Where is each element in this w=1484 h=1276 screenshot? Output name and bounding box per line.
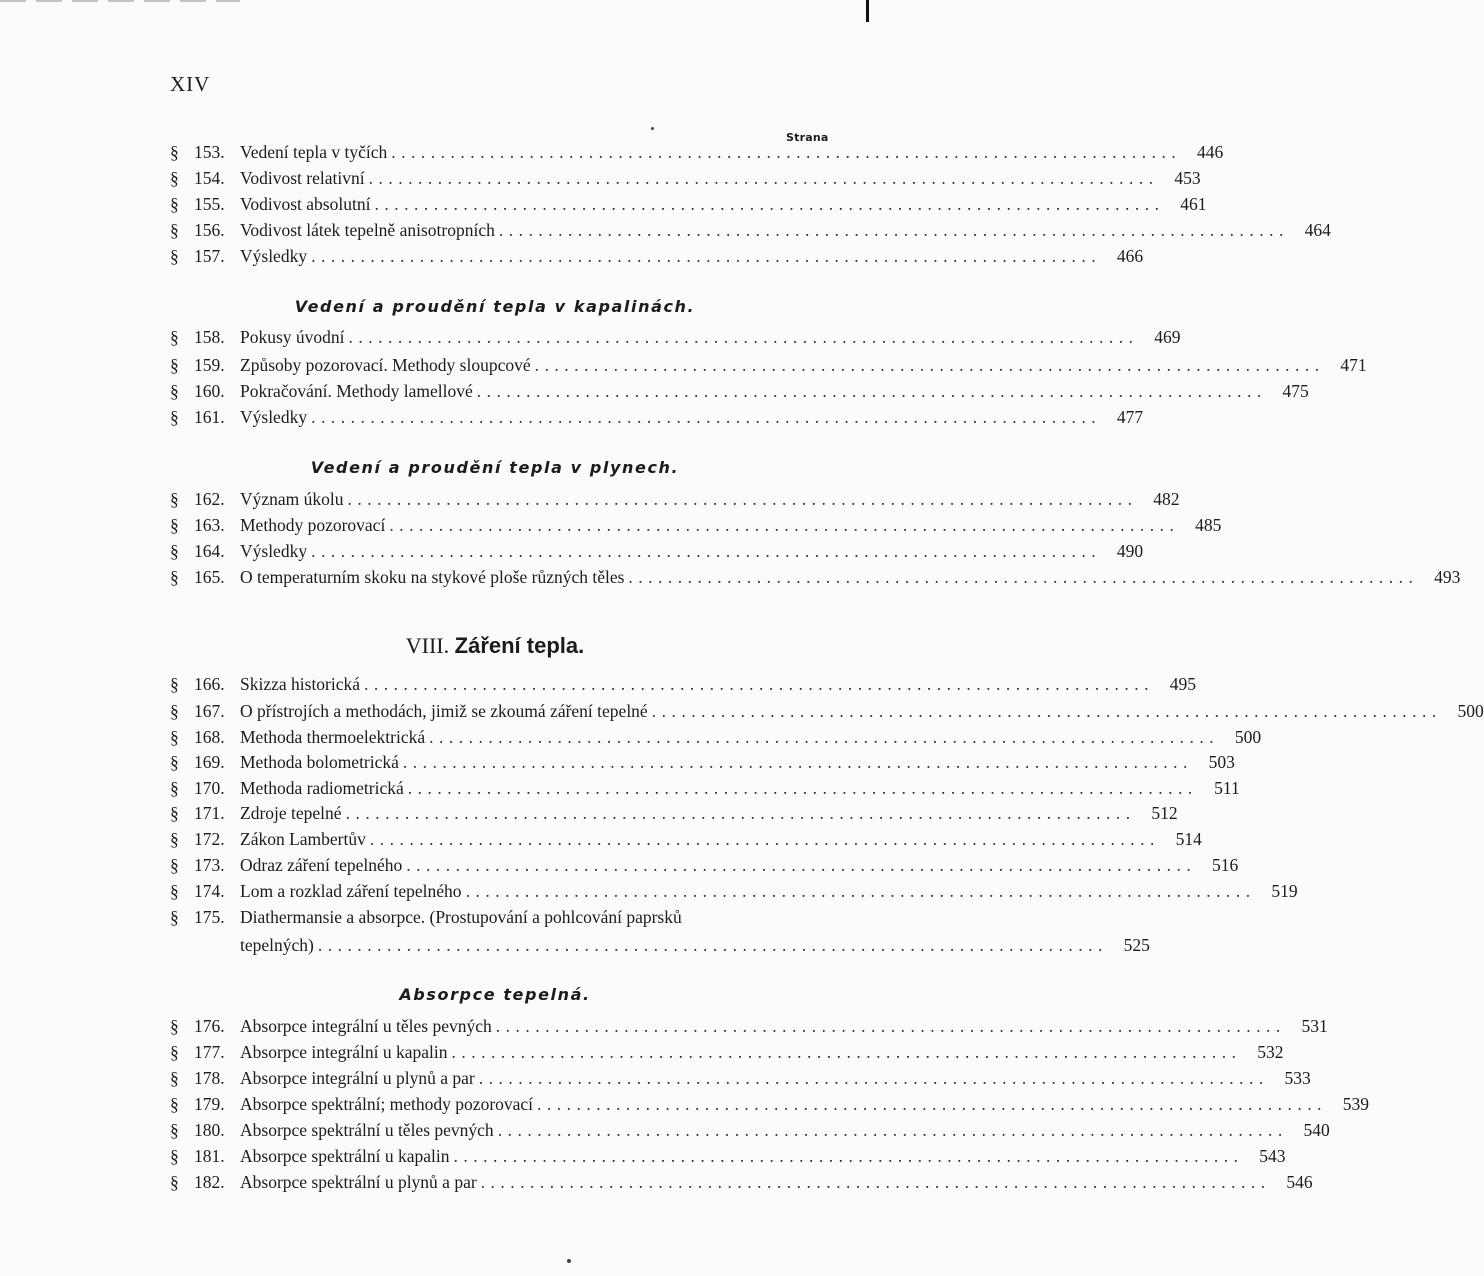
leader-dots: ................................................................................: [495, 1016, 1286, 1036]
section-symbol: §: [170, 907, 179, 927]
page-ref: 477: [1116, 407, 1144, 427]
section-title: Výsledky: [240, 407, 308, 427]
leader-dots: ................................................................................: [537, 1094, 1328, 1114]
page-ref: 532: [1257, 1042, 1284, 1062]
section-number: 171.: [194, 803, 225, 823]
section-title: Vodivost látek tepelně anisotropních: [240, 220, 495, 240]
leader-dots: ................................................................................: [453, 1146, 1244, 1166]
page-ref: 490: [1116, 541, 1144, 561]
scan-edge-line: [0, 0, 240, 2]
page-ref: 469: [1154, 327, 1181, 347]
section-title: Absorpce integrální u kapalin: [240, 1042, 448, 1062]
section-number: 172.: [194, 829, 225, 849]
page-ref: 493: [1434, 567, 1461, 587]
section-title: O temperaturním skoku na stykové ploše různých těles: [240, 567, 625, 587]
page-ref: 453: [1174, 168, 1201, 188]
toc-entry: [170, 674, 1197, 702]
section-symbol: §: [170, 489, 179, 509]
page-ref: 500: [1457, 701, 1484, 721]
section-number: 178.: [194, 1068, 225, 1088]
page-ref: 543: [1259, 1146, 1286, 1166]
section-title: Pokračování. Methody lamellové: [240, 381, 473, 401]
page-ref: 466: [1116, 246, 1144, 266]
section-number: 162.: [194, 489, 225, 509]
leader-dots: ................................................................................: [311, 246, 1102, 266]
page-ref: 511: [1214, 778, 1240, 798]
section-number: 155.: [194, 194, 225, 214]
page-ref: 516: [1212, 855, 1239, 875]
toc-entry-multiline: [170, 907, 1150, 963]
leader-dots: ................................................................................: [451, 1042, 1242, 1062]
section-symbol: §: [170, 168, 179, 188]
page-ref: 539: [1342, 1094, 1370, 1114]
leader-dots: ................................................................................: [407, 778, 1198, 798]
section-number: 165.: [194, 567, 225, 587]
section-number: 175.: [194, 907, 225, 927]
section-title: Methoda radiometrická: [240, 778, 404, 798]
section-title: Vodivost absolutní: [240, 194, 371, 214]
section-number: 174.: [194, 881, 225, 901]
leader-dots: ................................................................................: [628, 567, 1419, 587]
leader-dots: ................................................................................: [498, 220, 1289, 240]
section-number: 159.: [194, 355, 225, 375]
section-title: Absorpce spektrální; methody pozorovací: [240, 1094, 534, 1114]
leader-dots: ................................................................................: [317, 935, 1108, 955]
section-title: Absorpce integrální u těles pevných: [240, 1016, 492, 1036]
page-ref: 533: [1284, 1068, 1311, 1088]
section-symbol: §: [170, 674, 179, 694]
section-number: 182.: [194, 1172, 225, 1192]
toc-entry: [170, 881, 1298, 909]
page-ref: 500: [1234, 727, 1262, 747]
section-symbol: §: [170, 778, 179, 798]
leader-dots: ................................................................................: [406, 855, 1197, 875]
scan-speck: [651, 127, 654, 130]
toc-entry: [170, 1016, 1328, 1044]
section-number: 164.: [194, 541, 225, 561]
toc-entry: [170, 855, 1239, 883]
leader-dots: ................................................................................: [345, 803, 1136, 823]
leader-dots: ................................................................................: [347, 489, 1138, 509]
section-title: Pokusy úvodní: [240, 327, 345, 347]
section-title: Skizza historická: [240, 674, 361, 694]
section-symbol: §: [170, 1172, 179, 1192]
page-column-label: Strana: [786, 131, 829, 144]
section-title: Absorpce integrální u plynů a par: [240, 1068, 475, 1088]
section-symbol: §: [170, 1094, 179, 1114]
scan-speck: [567, 1259, 571, 1263]
page-number: XIV: [170, 72, 211, 96]
section-title: Absorpce spektrální u kapalin: [240, 1146, 450, 1166]
toc-entry: [170, 701, 1484, 729]
section-symbol: §: [170, 1120, 179, 1140]
section-symbol: §: [170, 727, 179, 747]
section-symbol: §: [170, 1042, 179, 1062]
section-title: Zdroje tepelné: [240, 803, 342, 823]
section-symbol: §: [170, 567, 179, 587]
section-title: Vodivost relativní: [240, 168, 365, 188]
section-number: 173.: [194, 855, 225, 875]
section-symbol: §: [170, 803, 179, 823]
section-title-line2: tepelných): [240, 935, 314, 955]
section-title: O přístrojích a methodách, jimiž se zkoumá záření tepelné: [240, 701, 648, 721]
section-number: 179.: [194, 1094, 225, 1114]
page-ref: 485: [1195, 515, 1222, 535]
section-symbol: §: [170, 355, 179, 375]
leader-dots: ................................................................................: [534, 355, 1325, 375]
leader-dots: ................................................................................: [369, 829, 1160, 849]
leader-dots: ................................................................................: [368, 168, 1159, 188]
toc-entry: [170, 1172, 1313, 1200]
section-title: Methody pozorovací: [240, 515, 386, 535]
page-ref: 525: [1123, 935, 1150, 955]
section-symbol: §: [170, 1016, 179, 1036]
section-symbol: §: [170, 246, 179, 266]
section-number: 169.: [194, 752, 225, 772]
page-ref: 531: [1301, 1016, 1328, 1036]
chapter-heading: [170, 633, 820, 659]
section-title: Absorpce spektrální u těles pevných: [240, 1120, 494, 1140]
section-symbol: §: [170, 194, 179, 214]
toc-entry: [170, 355, 1367, 383]
section-number: 153.: [194, 142, 225, 162]
toc-entry: [170, 407, 1144, 435]
page-ref: 471: [1340, 355, 1367, 375]
section-title: Vedení tepla v tyčích: [240, 142, 388, 162]
subsection-heading: Absorpce tepelná.: [399, 985, 591, 1004]
toc-entry: [170, 381, 1309, 409]
section-number: 157.: [194, 246, 225, 266]
section-number: 163.: [194, 515, 225, 535]
scan-edge-mark: [866, 0, 869, 22]
page-ref: 546: [1286, 1172, 1313, 1192]
section-number: 181.: [194, 1146, 225, 1166]
leader-dots: ................................................................................: [480, 1172, 1271, 1192]
toc-entry: [170, 1094, 1370, 1122]
chapter-title: Záření tepla.: [454, 633, 585, 658]
toc-entry: [170, 1120, 1330, 1148]
section-symbol: §: [170, 701, 179, 721]
section-title: Methoda bolometrická: [240, 752, 399, 772]
page-ref: 519: [1271, 881, 1298, 901]
page-ref: 461: [1180, 194, 1207, 214]
leader-dots: ................................................................................: [311, 407, 1102, 427]
page-ref: 512: [1151, 803, 1178, 823]
page-ref: 464: [1304, 220, 1331, 240]
leader-dots: ................................................................................: [364, 674, 1155, 694]
toc-entry: [170, 803, 1178, 831]
section-number: 160.: [194, 381, 225, 401]
subsection-heading: Vedení a proudění tepla v kapalinách.: [294, 297, 696, 316]
page-ref: 495: [1169, 674, 1197, 694]
toc-entry: [170, 727, 1262, 755]
section-symbol: §: [170, 220, 179, 240]
section-symbol: §: [170, 407, 179, 427]
section-number: 158.: [194, 327, 225, 347]
section-number: 177.: [194, 1042, 225, 1062]
section-title: Způsoby pozorovací. Methody sloupcové: [240, 355, 531, 375]
page-ref: 540: [1303, 1120, 1330, 1140]
toc-entry: [170, 515, 1222, 543]
section-symbol: §: [170, 855, 179, 875]
toc-entry: [170, 541, 1144, 569]
leader-dots: ................................................................................: [348, 327, 1139, 347]
leader-dots: ................................................................................: [465, 881, 1256, 901]
page-ref: 475: [1282, 381, 1309, 401]
page-ref: 514: [1175, 829, 1202, 849]
leader-dots: ................................................................................: [391, 142, 1182, 162]
toc-entry: [170, 778, 1240, 806]
leader-dots: ................................................................................: [311, 541, 1102, 561]
section-symbol: §: [170, 327, 179, 347]
toc-entry: [170, 246, 1144, 274]
section-title: Absorpce spektrální u plynů a par: [240, 1172, 477, 1192]
section-number: 180.: [194, 1120, 225, 1140]
section-number: 167.: [194, 701, 225, 721]
page-ref: 446: [1197, 142, 1224, 162]
section-symbol: §: [170, 752, 179, 772]
section-title: Význam úkolu: [240, 489, 344, 509]
leader-dots: ................................................................................: [402, 752, 1193, 772]
chapter-number: VIII.: [405, 633, 450, 658]
section-title: Methoda thermoelektrická: [240, 727, 426, 747]
section-symbol: §: [170, 881, 179, 901]
toc-entry: [170, 489, 1180, 517]
section-symbol: §: [170, 829, 179, 849]
leader-dots: ................................................................................: [651, 701, 1442, 721]
toc-entry: [170, 1042, 1284, 1070]
leader-dots: ................................................................................: [476, 381, 1267, 401]
section-title: Odraz záření tepelného: [240, 855, 403, 875]
section-title: Zákon Lambertův: [240, 829, 366, 849]
toc-entry: [170, 567, 1461, 595]
section-symbol: §: [170, 1068, 179, 1088]
section-symbol: §: [170, 142, 179, 162]
toc-entry: [170, 1146, 1286, 1174]
section-number: 168.: [194, 727, 225, 747]
section-title-line1: Diathermansie a absorpce. (Prostupování a pohlcování paprsků: [240, 907, 682, 927]
toc-entry: [170, 327, 1181, 355]
section-number: 176.: [194, 1016, 225, 1036]
section-title: Výsledky: [240, 541, 308, 561]
toc-entry: [170, 829, 1202, 857]
section-number: 166.: [194, 674, 225, 694]
toc-entry: [170, 194, 1207, 222]
leader-dots: ................................................................................: [429, 727, 1220, 747]
leader-dots: ................................................................................: [478, 1068, 1269, 1088]
toc-entry: [170, 1068, 1311, 1096]
page-ref: 503: [1208, 752, 1235, 772]
section-title: Výsledky: [240, 246, 308, 266]
toc-entry: [170, 168, 1201, 196]
page-ref: 482: [1153, 489, 1180, 509]
toc-entry: [170, 220, 1331, 248]
leader-dots: ................................................................................: [389, 515, 1180, 535]
leader-dots: ................................................................................: [374, 194, 1165, 214]
section-number: 161.: [194, 407, 225, 427]
section-number: 156.: [194, 220, 225, 240]
section-title: Lom a rozklad záření tepelného: [240, 881, 462, 901]
section-number: 154.: [194, 168, 225, 188]
section-symbol: §: [170, 515, 179, 535]
section-symbol: §: [170, 541, 179, 561]
subsection-heading: Vedení a proudění tepla v plynech.: [310, 458, 680, 477]
leader-dots: ................................................................................: [497, 1120, 1288, 1140]
section-number: 170.: [194, 778, 225, 798]
section-symbol: §: [170, 1146, 179, 1166]
toc-entry: [170, 752, 1235, 780]
section-symbol: §: [170, 381, 179, 401]
toc-entry: [170, 142, 1224, 170]
